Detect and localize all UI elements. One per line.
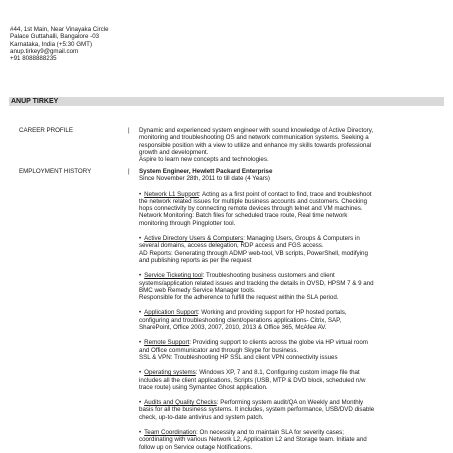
- responsibility-line: hops connectivity by connecting remote devices through telnet and VM machines.: [139, 205, 363, 213]
- career-line: Aspire to learn new concepts and technologies.: [139, 156, 269, 164]
- career-profile-label: CAREER PROFILE: [19, 127, 73, 134]
- responsibility-line: coordinating with various Network L2, Application L2 and Storage team. Initiate and: [139, 436, 367, 444]
- responsibility-item: [139, 191, 445, 227]
- responsibility-line: and Office communicator and through Skype for business.: [139, 346, 299, 354]
- job-duration: Since November 28th, 2011 to till date (4 Years): [139, 175, 270, 183]
- bullet-icon: •: [139, 429, 142, 437]
- career-line: Dynamic and experienced system engineer with sound knowledge of Active Directory,: [139, 127, 374, 134]
- section-separator: |: [128, 127, 130, 134]
- responsibility-line: basis for all the business systems. It includes, system performance, USB/DVD disable: [139, 406, 375, 414]
- bullet-icon: •: [139, 369, 142, 377]
- section-separator: |: [128, 168, 130, 175]
- responsibility-item: [139, 309, 445, 331]
- responsibility-line: AD Reports: Generating through ADMP web-tool, VB scripts, PowerShell, modifying: [139, 249, 368, 257]
- candidate-name: ANUP TIRKEY: [11, 97, 59, 105]
- responsibility-line: Responsible for the adherence to fulfill the request within the SLA period.: [139, 294, 339, 302]
- responsibility-heading: Team Coordination: [144, 429, 197, 437]
- responsibility-line: [139, 309, 445, 316]
- responsibility-line: systems/application related issues and tracking the details in OVSD, HPSM 7 & 9 and: [139, 279, 374, 287]
- address-line-2: Palace Guttahalli, Bangalore -03: [10, 33, 100, 41]
- employment-history-label: EMPLOYMENT HISTORY: [19, 168, 92, 175]
- responsibility-line: follow up on Service outage Notifications.: [139, 443, 253, 451]
- email-text: anup.tirkey9@gmail.com: [10, 47, 79, 55]
- responsibility-heading: Application Support: [144, 309, 198, 317]
- responsibility-heading: Active Directory Users & Computers: [144, 235, 244, 243]
- responsibility-heading: Service Ticketing tool: [144, 272, 203, 280]
- responsibility-item: [139, 339, 445, 361]
- responsibility-line: SSL & VPN: Troubleshooting HP SSL and client VPN connectivity issues: [139, 353, 338, 361]
- career-line: monitoring and troubleshooting OS and network communication systems. Seeking a: [139, 134, 369, 142]
- responsibility-line: [139, 399, 445, 406]
- responsibility-line: configuring and troubleshooting client/operations applications- Citrix, SAP,: [139, 316, 342, 324]
- job-title: System Engineer, Hewlett Packard Enterprise: [139, 168, 273, 175]
- responsibility-item: [139, 272, 445, 301]
- responsibility-line: [139, 272, 445, 279]
- bullet-icon: •: [139, 309, 142, 317]
- responsibility-text: : Managing Users, Groups & Computers in: [243, 235, 360, 243]
- address-line-1: #44, 1st Main, Near Vinayaka Circle: [10, 26, 109, 33]
- responsibility-list: [139, 191, 445, 451]
- responsibility-text: : On necessity and to maintain SLA for severity cases;: [196, 429, 344, 437]
- responsibility-text: : Working and providing support for HP hosted portals,: [197, 309, 347, 317]
- bullet-icon: •: [139, 190, 142, 198]
- responsibility-line: [139, 191, 445, 198]
- contact-block: [10, 26, 109, 62]
- responsibility-text: : Acting as a first point of contact to find, trace and troubleshoot: [198, 190, 372, 198]
- responsibility-heading: Audits and Quality Checks: [144, 399, 217, 407]
- bullet-icon: •: [139, 399, 142, 407]
- address-line-3: Karnataka, India (+5:30 GMT): [10, 40, 93, 48]
- responsibility-line: trace route) using Symantec Ghost application.: [139, 383, 268, 391]
- responsibility-line: and publishing reports as per the request: [139, 256, 252, 264]
- responsibility-line: [139, 369, 445, 376]
- responsibility-item: [139, 429, 445, 451]
- responsibility-item: [139, 235, 445, 264]
- responsibility-heading: Network L1 Support: [144, 190, 199, 198]
- responsibility-line: several domains, access delegation, RDP access and FGS access.: [139, 242, 324, 250]
- responsibility-line: monitoring through Pingplotter tool.: [139, 219, 236, 227]
- responsibility-text: : Troubleshooting business customers and client: [202, 272, 335, 280]
- responsibility-line: [139, 339, 445, 346]
- responsibility-line: [139, 235, 445, 242]
- responsibility-line: SharePoint, Office 2003, 2007, 2010, 2013 & Office 365, McAfee AV.: [139, 324, 327, 332]
- responsibility-heading: Operating systems: [144, 369, 196, 377]
- responsibility-line: the network related issues for multiple business accounts and customers. Checking: [139, 197, 368, 205]
- phone-text: +91 8088888235: [10, 55, 57, 63]
- career-line: responsible position with a view to utilize and enhance my skills towards professional: [139, 141, 372, 149]
- responsibility-line: BMC web Remedy Service Manager tools.: [139, 286, 256, 294]
- bullet-icon: •: [139, 235, 142, 243]
- bullet-icon: •: [139, 339, 142, 347]
- responsibility-line: Network Monitoring: Batch files for scheduled trace route, Real time network: [139, 212, 348, 220]
- bullet-icon: •: [139, 272, 142, 280]
- responsibility-line: includes all the client applications, Scripts (USB, MTP & DVD block, scheduled n/w: [139, 376, 366, 384]
- responsibility-text: : Providing support to clients across the globe via HP virtual room: [189, 339, 368, 347]
- responsibility-text: : Windows XP, 7 and 8.1, Configuring custom image file that: [195, 369, 360, 377]
- career-line: growth and development.: [139, 148, 209, 156]
- name-banner: [9, 97, 444, 106]
- career-profile-text: [139, 127, 445, 163]
- responsibility-text: : Performing system audit/QA on Weekly and Monthly: [216, 399, 364, 407]
- responsibility-heading: Remote Support: [144, 339, 190, 347]
- employment-history-body: [139, 168, 445, 451]
- responsibility-item: [139, 369, 445, 391]
- responsibility-item: [139, 399, 445, 421]
- responsibility-line: [139, 429, 445, 436]
- responsibility-line: check, up-to-date antivirus and system patch.: [139, 413, 264, 421]
